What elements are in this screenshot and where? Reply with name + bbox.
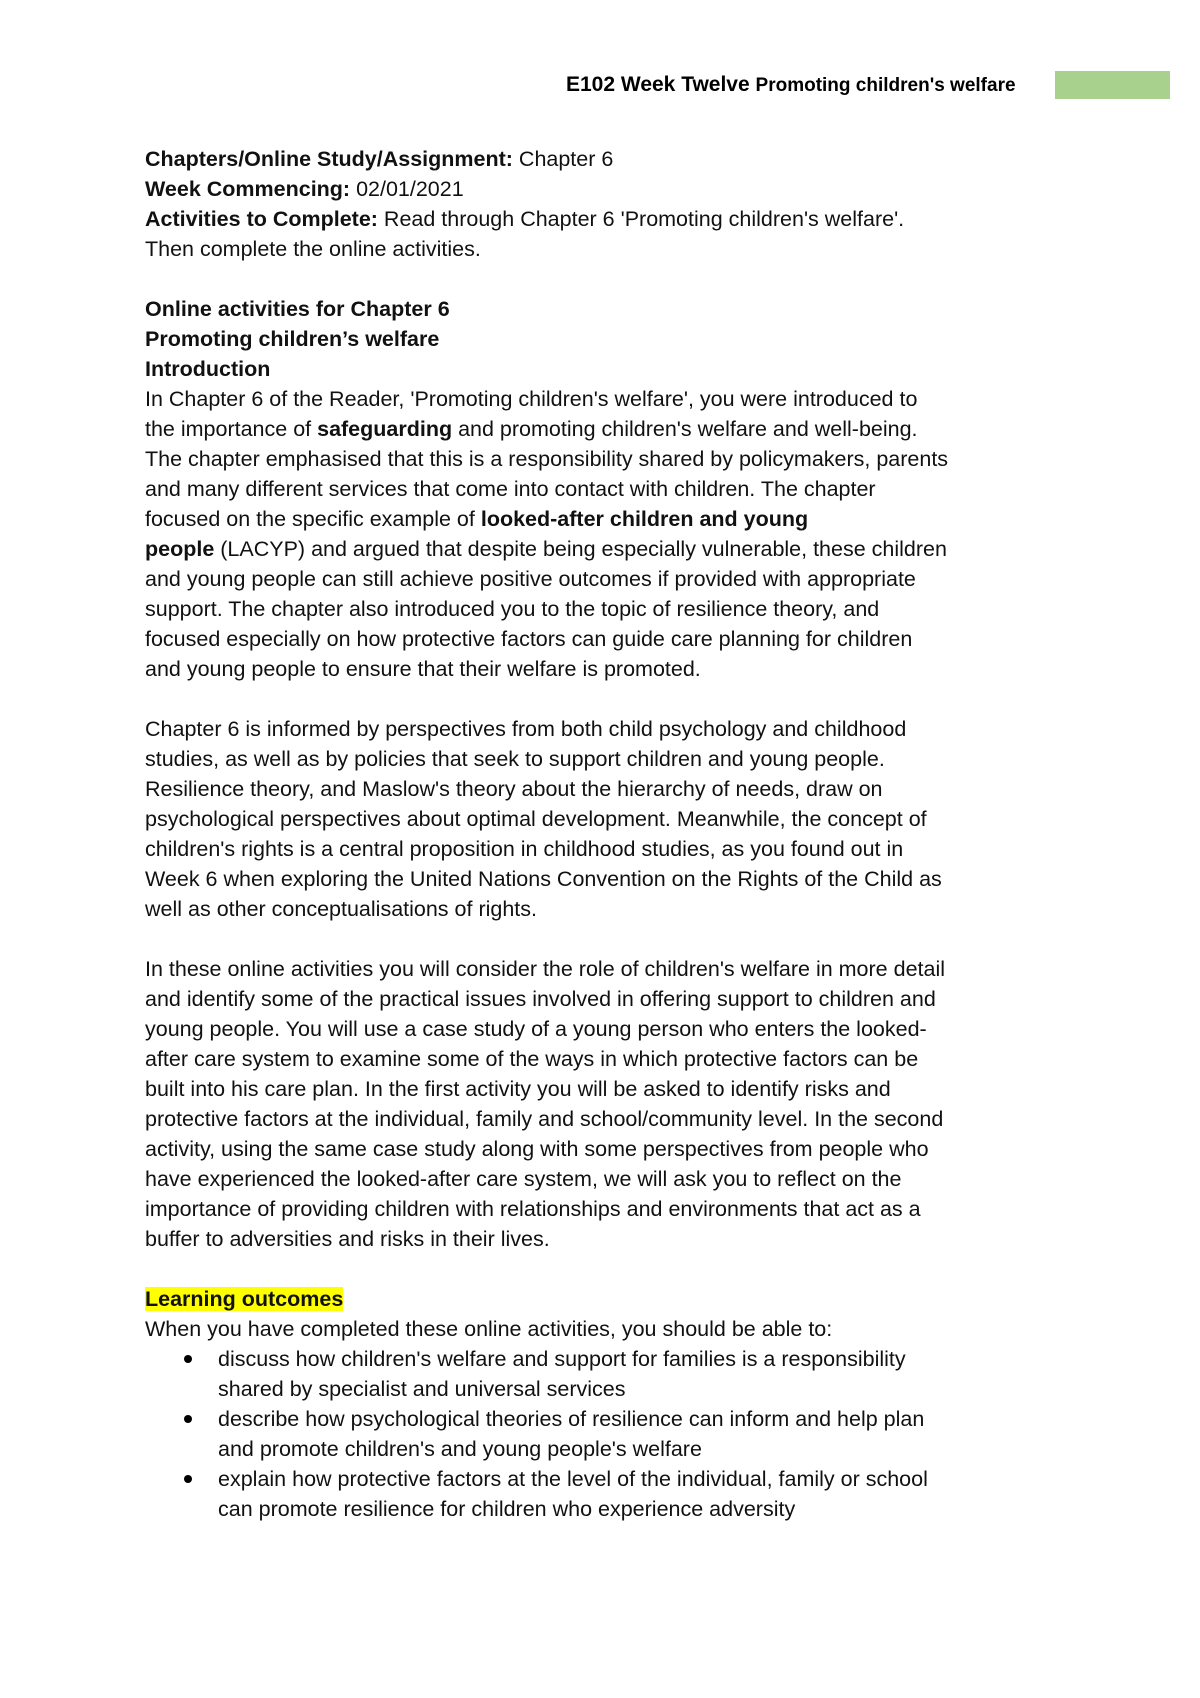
paragraph-line: Week 6 when exploring the United Nations Convention on the Rights of the Child as (145, 867, 942, 891)
spacer (145, 684, 1075, 714)
paragraph-line: studies, as well as by policies that seek to support children and young people. (145, 747, 885, 771)
page-header (566, 72, 1166, 99)
paragraph-line: young people. You will use a case study of a young person who enters the looked- (145, 1017, 927, 1041)
section-heading-introduction: Introduction (145, 357, 271, 381)
intro-line: and many different services that come into contact with children. The chapter (145, 477, 876, 501)
intro-line (145, 504, 1075, 534)
intro-line: focused especially on how protective factors can guide care planning for children (145, 627, 913, 651)
intro-text: the importance of (145, 417, 318, 441)
intro-text: and promoting children's welfare and well-being. (452, 417, 918, 441)
outcome-text: and promote children's and young people's welfare (218, 1437, 702, 1461)
intro-line (145, 534, 1075, 564)
learning-outcomes-heading-line (145, 1284, 1075, 1314)
learning-outcomes-list (145, 1344, 1075, 1524)
header-course-week: E102 Week Twelve (566, 73, 756, 96)
bullet-icon (184, 1415, 192, 1423)
learning-outcomes-heading: Learning outcomes (145, 1287, 344, 1311)
intro-text: (LACYP) and argued that despite being especially vulnerable, these children (214, 537, 947, 561)
paragraph-line: Resilience theory, and Maslow's theory about the hierarchy of needs, draw on (145, 777, 883, 801)
document-body (145, 144, 1075, 1524)
bullet-icon (184, 1475, 192, 1483)
paragraph-line: buffer to adversities and risks in their lives. (145, 1227, 550, 1251)
intro-line: and young people to ensure that their welfare is promoted. (145, 657, 701, 681)
meta-activities-line (145, 204, 1075, 234)
list-item (145, 1464, 1075, 1524)
term-safeguarding: safeguarding (317, 417, 453, 441)
meta-activities-label: Activities to Complete: (145, 207, 378, 231)
meta-week-line (145, 174, 1075, 204)
intro-line: The chapter emphasised that this is a responsibility shared by policymakers, parents (145, 447, 949, 471)
intro-line: and young people can still achieve positive outcomes if provided with appropriate (145, 567, 916, 591)
meta-week-label: Week Commencing: (145, 177, 351, 201)
outcome-text: discuss how children's welfare and support for families is a responsibility (218, 1347, 906, 1371)
section-heading-online-activities: Online activities for Chapter 6 (145, 297, 450, 321)
intro-line (145, 414, 1075, 444)
paragraph-line: In these online activities you will consider the role of children's welfare in more detail (145, 957, 946, 981)
outcome-text: can promote resilience for children who experience adversity (218, 1497, 796, 1521)
list-item (145, 1344, 1075, 1404)
term-lacyp-end: people (145, 537, 215, 561)
section-heading-promoting: Promoting children’s welfare (145, 327, 440, 351)
paragraph-line: protective factors at the individual, family and school/community level. In the second (145, 1107, 944, 1131)
meta-week-value: 02/01/2021 (350, 177, 464, 201)
header-subtitle: Promoting children's welfare (755, 75, 1016, 96)
meta-chapters-line (145, 144, 1075, 174)
paragraph-line: and identify some of the practical issues involved in offering support to children and (145, 987, 936, 1011)
paragraph-line: well as other conceptualisations of rights. (145, 897, 537, 921)
paragraph-line: built into his care plan. In the first activity you will be asked to identify risks and (145, 1077, 891, 1101)
meta-chapters-value: Chapter 6 (512, 147, 614, 171)
outcome-text: describe how psychological theories of resilience can inform and help plan (218, 1407, 925, 1431)
spacer (145, 1254, 1075, 1284)
spacer (145, 264, 1075, 294)
paragraph-line: have experienced the looked-after care system, we will ask you to reflect on the (145, 1167, 902, 1191)
outcome-text: explain how protective factors at the level of the individual, family or school (218, 1467, 928, 1491)
learning-outcomes-intro: When you have completed these online activities, you should be able to: (145, 1317, 833, 1341)
paragraph-line: Chapter 6 is informed by perspectives from both child psychology and childhood (145, 717, 907, 741)
outcome-text: shared by specialist and universal services (218, 1377, 626, 1401)
paragraph-line: after care system to examine some of the ways in which protective factors can be (145, 1047, 919, 1071)
list-item (145, 1404, 1075, 1464)
intro-text: focused on the specific example of (145, 507, 481, 531)
bullet-icon (184, 1355, 192, 1363)
paragraph-line: importance of providing children with relationships and environments that act as a (145, 1197, 921, 1221)
paragraph-line: activity, using the same case study along with some perspectives from people who (145, 1137, 929, 1161)
meta-chapters-label: Chapters/Online Study/Assignment: (145, 147, 513, 171)
paragraph-line: psychological perspectives about optimal development. Meanwhile, the concept of (145, 807, 927, 831)
paragraph-line: children's rights is a central proposition in childhood studies, as you found out in (145, 837, 904, 861)
spacer (145, 924, 1075, 954)
meta-activities-line-2: Then complete the online activities. (145, 237, 481, 261)
intro-line: support. The chapter also introduced you to the topic of resilience theory, and (145, 597, 880, 621)
term-lacyp: looked-after children and young (480, 507, 809, 531)
intro-line: In Chapter 6 of the Reader, 'Promoting children's welfare', you were introduced to (145, 387, 918, 411)
meta-activities-value: Read through Chapter 6 'Promoting children's welfare'. (377, 207, 905, 231)
